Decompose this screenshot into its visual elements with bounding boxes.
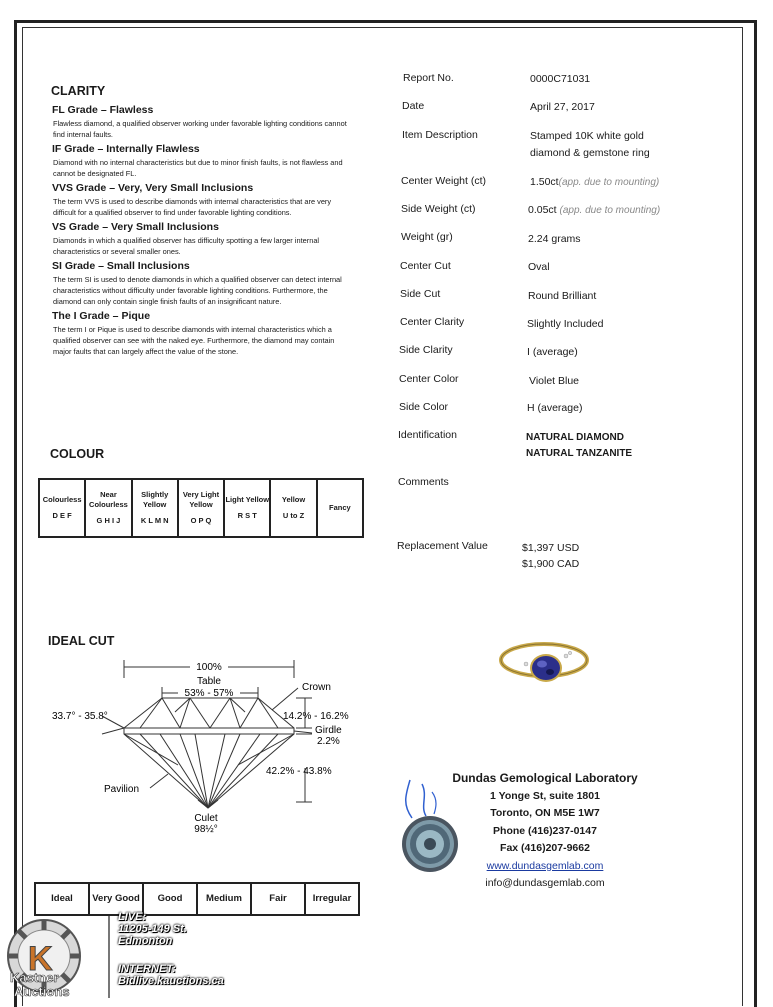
side-cut-value: Round Brilliant xyxy=(528,290,597,302)
report-no-label: Report No. xyxy=(403,72,454,84)
weight-label: Weight (gr) xyxy=(401,231,453,243)
cut-grade-fair: Fair xyxy=(251,883,305,915)
center-clarity-label: Center Clarity xyxy=(400,316,465,328)
colour-grades: D E F xyxy=(52,511,72,520)
clarity-title: CLARITY xyxy=(51,84,106,98)
cut-girdle-value: 2.2% xyxy=(317,736,340,747)
colour-name: Light Yellow xyxy=(225,495,270,504)
side-weight-note: (app. due to mounting) xyxy=(559,205,661,216)
colour-grades: G H I J xyxy=(96,516,121,525)
auction-live-address: 11205-149 St. xyxy=(118,923,187,935)
svg-text:K: K xyxy=(28,940,53,978)
diamond-cut-diagram xyxy=(40,650,370,840)
auction-logo-line2: Auctions xyxy=(14,984,70,999)
colour-cell-near-colourless xyxy=(85,479,131,537)
colour-name: Fancy xyxy=(329,503,351,512)
center-color-label: Center Color xyxy=(399,373,459,385)
side-clarity-value: I (average) xyxy=(527,346,578,358)
cut-culet-label: Culet xyxy=(194,813,218,824)
center-weight-value xyxy=(530,176,659,188)
weight-value: 2.24 grams xyxy=(528,233,581,245)
grade-description: Flawless diamond, a qualified observer working under favorable lighting conditions cannot find internal faults. xyxy=(53,119,347,139)
lab-fax: Fax (416)207-9662 xyxy=(500,842,590,854)
item-description-line1: Stamped 10K white gold xyxy=(530,130,644,142)
lab-email: info@dundasgemlab.com xyxy=(485,877,605,889)
lab-contact-block xyxy=(440,770,650,893)
cut-table-range: 53% - 57% xyxy=(184,688,234,699)
date-label: Date xyxy=(402,100,425,112)
item-description-label: Item Description xyxy=(402,129,478,141)
auction-internet-url[interactable]: Bidlive.kauctions.ca xyxy=(118,975,224,987)
replacement-value-cad: $1,900 CAD xyxy=(522,558,580,570)
colour-cell-light-yellow xyxy=(224,479,270,537)
colour-name: Slightly Yellow xyxy=(141,490,169,509)
colour-name: Yellow xyxy=(281,495,306,504)
comments-label: Comments xyxy=(398,476,449,488)
lab-name: Dundas Gemological Laboratory xyxy=(452,771,638,785)
grade-description: The term I or Pique is used to describe diamonds with internal characteristics which a qualified observer can see with the naked eye. Furthermore, the diamond may contain major faults that can largely affect the value of the stone. xyxy=(53,325,335,356)
colour-grades: R S T xyxy=(237,511,257,520)
replacement-value-usd: $1,397 USD xyxy=(522,542,580,554)
center-weight-label: Center Weight (ct) xyxy=(401,175,486,187)
center-weight-note: (app. due to mounting) xyxy=(558,177,660,188)
lab-address-line2: Toronto, ON M5E 1W7 xyxy=(490,807,600,819)
colour-scale-table xyxy=(38,478,364,538)
colour-grades: O P Q xyxy=(190,516,212,525)
cut-width-label: 100% xyxy=(196,662,222,673)
cut-culet-value: 98½° xyxy=(194,824,218,835)
colour-cell-very-light-yellow xyxy=(178,479,224,537)
center-cut-value: Oval xyxy=(528,261,550,273)
colour-cell-fancy xyxy=(317,479,363,537)
cut-grade-good: Good xyxy=(143,883,197,915)
ring-photo xyxy=(496,632,592,694)
cut-table-label: Table xyxy=(197,676,221,687)
colour-grades: K L M N xyxy=(140,516,169,525)
ideal-cut-title: IDEAL CUT xyxy=(48,634,115,648)
item-description-line2: diamond & gemstone ring xyxy=(530,147,650,159)
cut-crown-angle: 33.7° - 35.8° xyxy=(52,711,108,722)
cut-grade-medium: Medium xyxy=(197,883,251,915)
auction-logo xyxy=(4,912,114,1000)
side-clarity-label: Side Clarity xyxy=(399,344,453,356)
cut-crown-label: Crown xyxy=(302,682,331,693)
colour-grades: U to Z xyxy=(282,511,305,520)
side-weight-label: Side Weight (ct) xyxy=(401,203,476,215)
cut-girdle-label: Girdle xyxy=(315,725,342,736)
colour-cell-yellow xyxy=(270,479,316,537)
grade-description: The term VVS is used to describe diamonds with internal characteristics that are very difficult for a qualified observer to find under favorable lighting conditions. xyxy=(53,197,332,217)
colour-cell-slightly-yellow xyxy=(132,479,178,537)
grade-title: VVS Grade – Very, Very Small Inclusions xyxy=(52,182,254,194)
side-cut-label: Side Cut xyxy=(400,288,441,300)
lab-phone: Phone (416)237-0147 xyxy=(493,824,597,837)
grade-description: The term SI is used to denote diamonds in which a qualified observer can detect internal characteristics without difficulty under favorable lighting conditions. Furthermore, the diamond can only contain single finish faults of an insignificant nature. xyxy=(53,275,342,306)
cut-crown-height: 14.2% - 16.2% xyxy=(283,711,349,722)
auction-logo-line1: Kastner xyxy=(10,970,59,985)
side-weight-amount: 0.05ct xyxy=(528,204,557,216)
center-cut-label: Center Cut xyxy=(400,260,451,272)
colour-name: Very Light Yellow xyxy=(182,490,220,509)
grade-description: Diamonds in which a qualified observer has difficulty spotting a few larger internal characteristics or several smaller ones. xyxy=(53,236,320,256)
side-color-value: H (average) xyxy=(527,402,583,414)
report-no-value: 0000C71031 xyxy=(530,73,591,85)
auction-internet-label: INTERNET: xyxy=(118,963,176,975)
cut-grade-irregular: Irregular xyxy=(305,883,359,915)
side-color-label: Side Color xyxy=(399,401,449,413)
center-clarity-value: Slightly Included xyxy=(527,318,604,330)
grade-title: IF Grade – Internally Flawless xyxy=(52,143,200,155)
cut-pavilion-depth: 42.2% - 43.8% xyxy=(266,766,332,777)
auction-divider xyxy=(108,916,110,998)
identification-label: Identification xyxy=(398,429,457,441)
center-color-value: Violet Blue xyxy=(529,375,580,387)
colour-name: Colourless xyxy=(42,495,82,504)
grade-title: FL Grade – Flawless xyxy=(52,104,154,116)
grade-title: SI Grade – Small Inclusions xyxy=(52,260,190,272)
cut-pavilion-label: Pavilion xyxy=(104,784,140,795)
colour-title: COLOUR xyxy=(50,447,105,461)
identification-value-2: NATURAL TANZANITE xyxy=(526,448,633,459)
cut-grade-very-good: Very Good xyxy=(89,883,143,915)
auction-watermark xyxy=(0,910,250,1000)
colour-cell-colourless xyxy=(39,479,85,537)
grade-title: VS Grade – Very Small Inclusions xyxy=(52,221,219,233)
colour-name: Near Colourless xyxy=(89,490,128,509)
center-weight-amount: 1.50ct xyxy=(530,176,559,188)
cut-grade-ideal: Ideal xyxy=(35,883,89,915)
date-value: April 27, 2017 xyxy=(530,101,595,113)
lab-website-link[interactable]: www.dundasgemlab.com xyxy=(486,859,604,872)
grade-description: Diamond with no internal characteristics but due to minor finish faults, is not flawless and cannot be designated FL. xyxy=(53,158,343,178)
lab-address-line1: 1 Yonge St, suite 1801 xyxy=(490,789,600,802)
side-weight-value xyxy=(528,204,660,216)
auction-live-label: LIVE: xyxy=(118,911,147,923)
grade-title: The I Grade – Pique xyxy=(52,310,151,322)
auction-live-city: Edmonton xyxy=(118,935,173,947)
replacement-value-label: Replacement Value xyxy=(397,540,488,552)
identification-value-1: NATURAL DIAMOND xyxy=(526,432,624,443)
